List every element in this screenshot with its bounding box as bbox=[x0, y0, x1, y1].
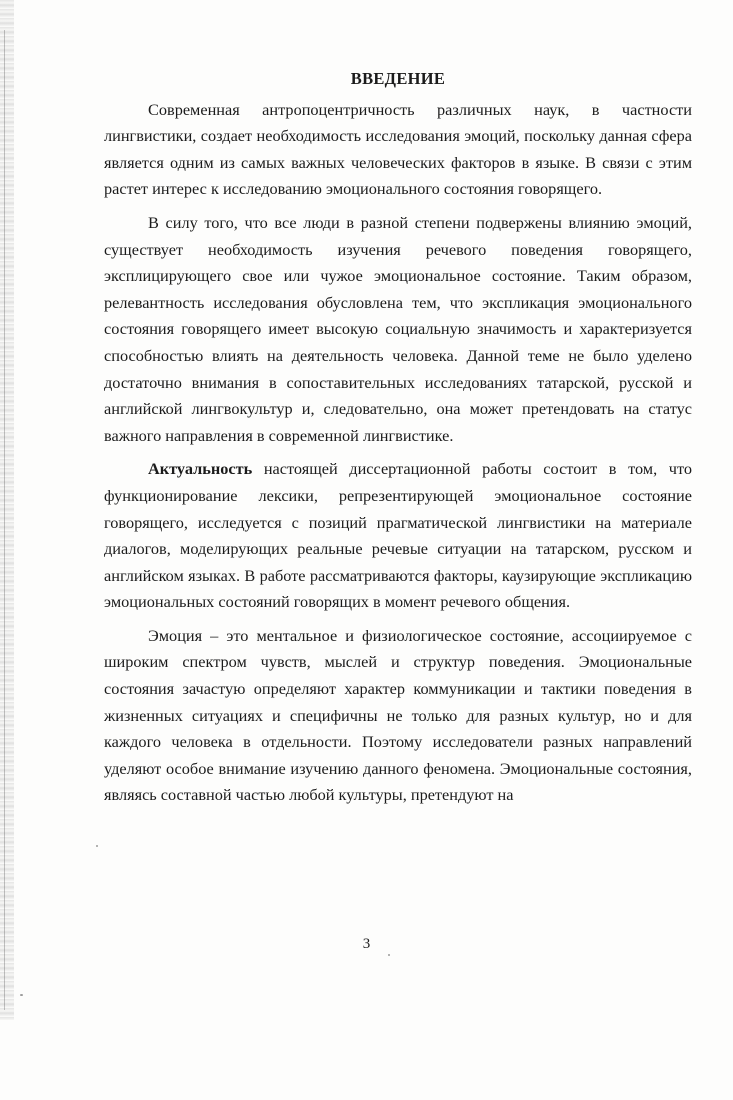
scan-speck bbox=[388, 954, 390, 956]
document-body bbox=[104, 66, 692, 809]
page-number: 3 bbox=[362, 936, 371, 952]
paragraph-text: В силу того, что все люди в разной степени подвержены влиянию эмоций, существует необходимость изучения речевого поведения говорящего, эксплицирующего свое или чужое эмоциональное состояние. Таким образом, релевантность исследования обусловлена тем, что экспликация эмоционального состояния говорящего имеет высокую социальную значимость и характеризуется способностью влиять на деятельность человека. Данной теме не было уделено достаточно внимания в сопоставительных исследованиях татарской, русской и английской лингвокультур и, следовательно, она может претендовать на статус важного направления в современной лингвистике. bbox=[104, 212, 692, 445]
paragraph-2 bbox=[104, 210, 692, 449]
paragraph-text: Современная антропоцентричность различных наук, в частности лингвистики, создает необходимость исследования эмоций, поскольку данная сфера является одним из самых важных человеческих факторов в языке. В связи с этим растет интерес к исследованию эмоционального состояния говорящего. bbox=[104, 99, 692, 199]
paragraph-text: Эмоция – это ментальное и физиологическое состояние, ассоциируемое с широким спектром чувств, мыслей и структур поведения. Эмоциональные состояния зачастую определяют характер коммуникации и тактики поведения в жизненных ситуациях и специфичны не только для разных культур, но и для каждого человека в отдельности. Поэтому исследователи разных направлений уделяют особое внимание изучению данного феномена. Эмоциональные состояния, являясь составной частью любой культуры, претендуют на bbox=[104, 625, 692, 805]
paragraph-text: настоящей диссертационной работы состоит в том, что функционирование лексики, репрезентирующей эмоциональное состояние говорящего, исследуется с позиций прагматической лингвистики на материале диалогов, моделирующих реальные речевые ситуации на татарском, русском и английском языках. В работе рассматриваются факторы, каузирующие экспликацию эмоциональных состояний говорящих в момент речевого общения. bbox=[104, 459, 692, 612]
scan-speck bbox=[20, 994, 23, 996]
paragraph-1 bbox=[104, 97, 692, 203]
paragraph-4 bbox=[104, 623, 692, 809]
scan-edge-shadow bbox=[0, 0, 14, 1020]
section-heading: ВВЕДЕНИЕ bbox=[350, 69, 446, 88]
bold-term-relevance: Актуальность bbox=[148, 459, 253, 479]
scan-speck bbox=[96, 845, 98, 847]
scan-edge-line bbox=[4, 30, 5, 1010]
paragraph-3 bbox=[104, 456, 692, 616]
